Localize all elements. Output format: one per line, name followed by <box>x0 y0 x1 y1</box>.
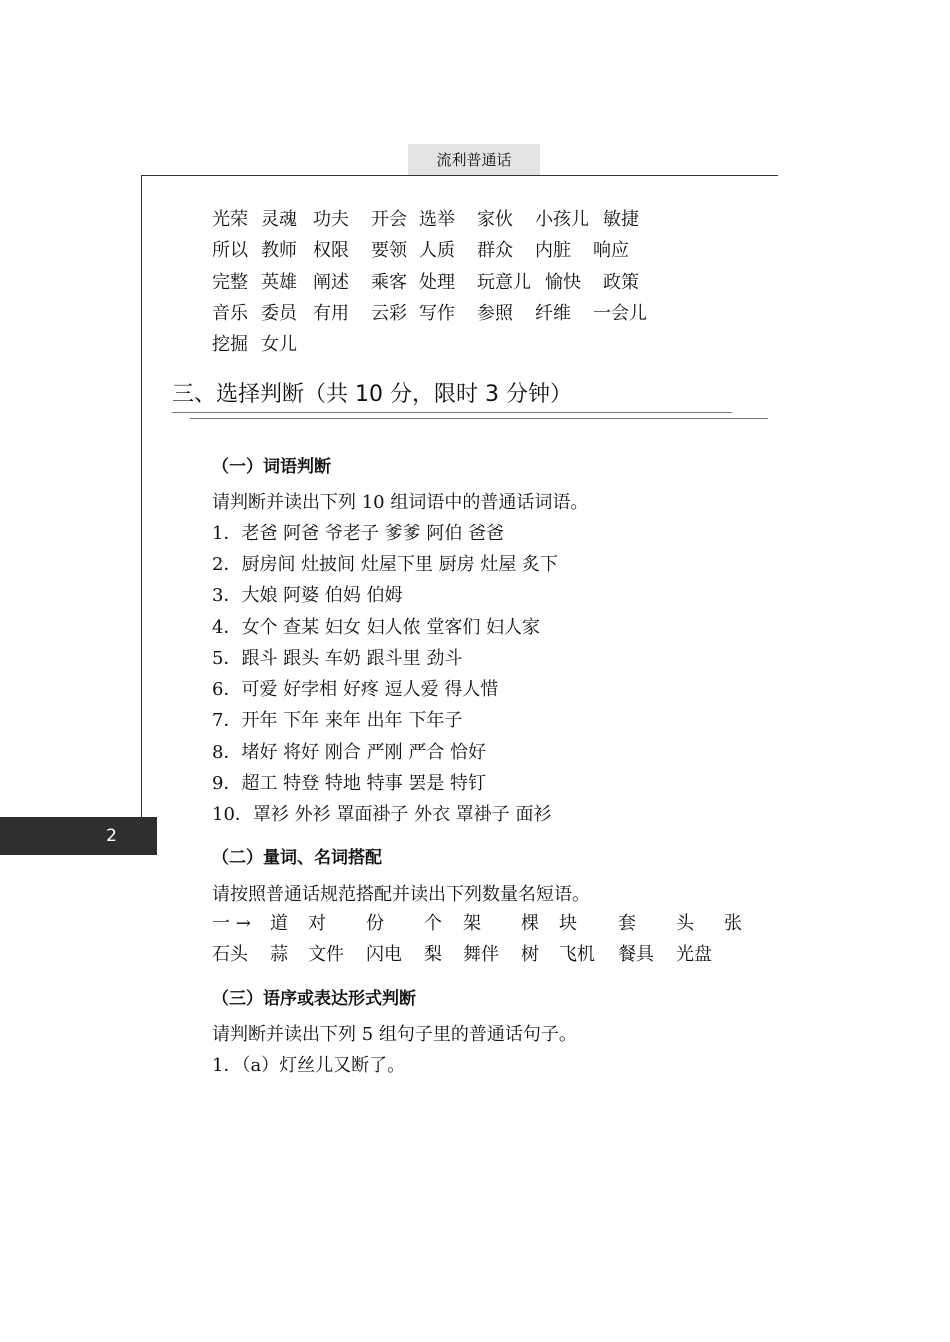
word: 政策 <box>603 272 639 293</box>
word-row <box>212 238 772 264</box>
measure-word: 一 → <box>212 913 251 934</box>
measure-word: 套 <box>618 913 636 934</box>
part2-heading: （二）量词、名词搭配 <box>212 848 382 868</box>
part1-item: 2．厨房间 灶披间 灶屋下里 厨房 灶屋 炙下 <box>212 554 559 575</box>
part1-item: 4．女个 查某 妇女 妇人侬 堂客们 妇人家 <box>212 617 541 638</box>
word: 处理 <box>419 272 455 293</box>
section-title: 三、选择判断（共 10 分，限时 3 分钟） <box>172 382 572 407</box>
word: 女儿 <box>261 334 297 355</box>
noun: 石头 <box>212 944 248 965</box>
word: 开会 <box>371 209 407 230</box>
part1-heading: （一）词语判断 <box>212 457 331 477</box>
noun: 光盘 <box>676 944 712 965</box>
word: 敏捷 <box>603 209 639 230</box>
page-number-tab <box>0 817 157 855</box>
part1-item: 1．老爸 阿爸 爷老子 爹爹 阿伯 爸爸 <box>212 523 505 544</box>
running-header-title: 流利普通话 <box>436 151 512 169</box>
word: 光荣 <box>212 209 248 230</box>
word: 英雄 <box>261 272 297 293</box>
noun: 蒜 <box>270 944 288 965</box>
word: 要领 <box>371 240 407 261</box>
noun: 餐具 <box>618 944 654 965</box>
word: 挖掘 <box>212 334 248 355</box>
title-rule <box>172 412 732 413</box>
noun: 梨 <box>424 944 442 965</box>
page-number: 2 <box>106 826 117 846</box>
part1-item: 3．大娘 阿婆 伯妈 伯姆 <box>212 585 403 606</box>
word-row <box>212 207 772 233</box>
measure-word: 架 <box>463 913 481 934</box>
word: 响应 <box>593 240 629 261</box>
measure-word: 张 <box>724 913 742 934</box>
word: 一会儿 <box>593 303 647 324</box>
word: 功夫 <box>313 209 349 230</box>
word: 参照 <box>477 303 513 324</box>
word: 所以 <box>212 240 248 261</box>
word: 小孩儿 <box>535 209 589 230</box>
noun-row <box>212 942 772 968</box>
measure-word-row <box>212 911 772 937</box>
part1-item: 9．超工 特登 特地 特事 罢是 特钉 <box>212 773 487 794</box>
part1-item: 10．罩衫 外衫 罩面褂子 外衣 罩褂子 面衫 <box>212 804 552 825</box>
part1-instruction: 请判断并读出下列 10 组词语中的普通话词语。 <box>212 492 589 513</box>
running-header <box>408 144 540 175</box>
measure-word: 头 <box>676 913 694 934</box>
part1-item: 6．可爱 好孛相 好疼 逗人爱 得人惜 <box>212 679 499 700</box>
word: 内脏 <box>535 240 571 261</box>
header-rule <box>141 175 778 176</box>
part3-instruction: 请判断并读出下列 5 组句子里的普通话句子。 <box>212 1024 577 1045</box>
word: 教师 <box>261 240 297 261</box>
word: 灵魂 <box>261 209 297 230</box>
measure-word: 道 <box>270 913 288 934</box>
measure-word: 个 <box>424 913 442 934</box>
part1-item: 7．开年 下年 来年 出年 下年子 <box>212 710 463 731</box>
word: 写作 <box>419 303 455 324</box>
measure-word: 份 <box>366 913 384 934</box>
part2-instruction: 请按照普通话规范搭配并读出下列数量名短语。 <box>212 884 590 905</box>
word: 愉快 <box>545 272 581 293</box>
part1-item: 5．跟斗 跟头 车奶 跟斗里 劲斗 <box>212 648 463 669</box>
measure-word: 块 <box>559 913 577 934</box>
noun: 树 <box>521 944 539 965</box>
word: 完整 <box>212 272 248 293</box>
noun: 舞伴 <box>463 944 499 965</box>
word: 有用 <box>313 303 349 324</box>
measure-word: 棵 <box>521 913 539 934</box>
word: 选举 <box>419 209 455 230</box>
word: 人质 <box>419 240 455 261</box>
word: 玩意儿 <box>477 272 531 293</box>
noun: 文件 <box>308 944 344 965</box>
margin-rule <box>141 175 142 817</box>
word: 云彩 <box>371 303 407 324</box>
word: 权限 <box>313 240 349 261</box>
part3-heading: （三）语序或表达形式判断 <box>212 989 416 1009</box>
noun: 闪电 <box>366 944 402 965</box>
word-row <box>212 332 772 358</box>
part1-item: 8．堵好 将好 刚合 严刚 严合 恰好 <box>212 742 487 763</box>
word: 音乐 <box>212 303 248 324</box>
word: 阐述 <box>313 272 349 293</box>
noun: 飞机 <box>559 944 595 965</box>
part3-item: 1．（a）灯丝儿又断了。 <box>212 1055 406 1076</box>
measure-word: 对 <box>308 913 326 934</box>
word: 家伙 <box>477 209 513 230</box>
word: 纤维 <box>535 303 571 324</box>
word: 委员 <box>261 303 297 324</box>
word: 乘客 <box>371 272 407 293</box>
word: 群众 <box>477 240 513 261</box>
word-row <box>212 270 772 296</box>
title-rule <box>190 418 768 419</box>
word-row <box>212 301 772 327</box>
